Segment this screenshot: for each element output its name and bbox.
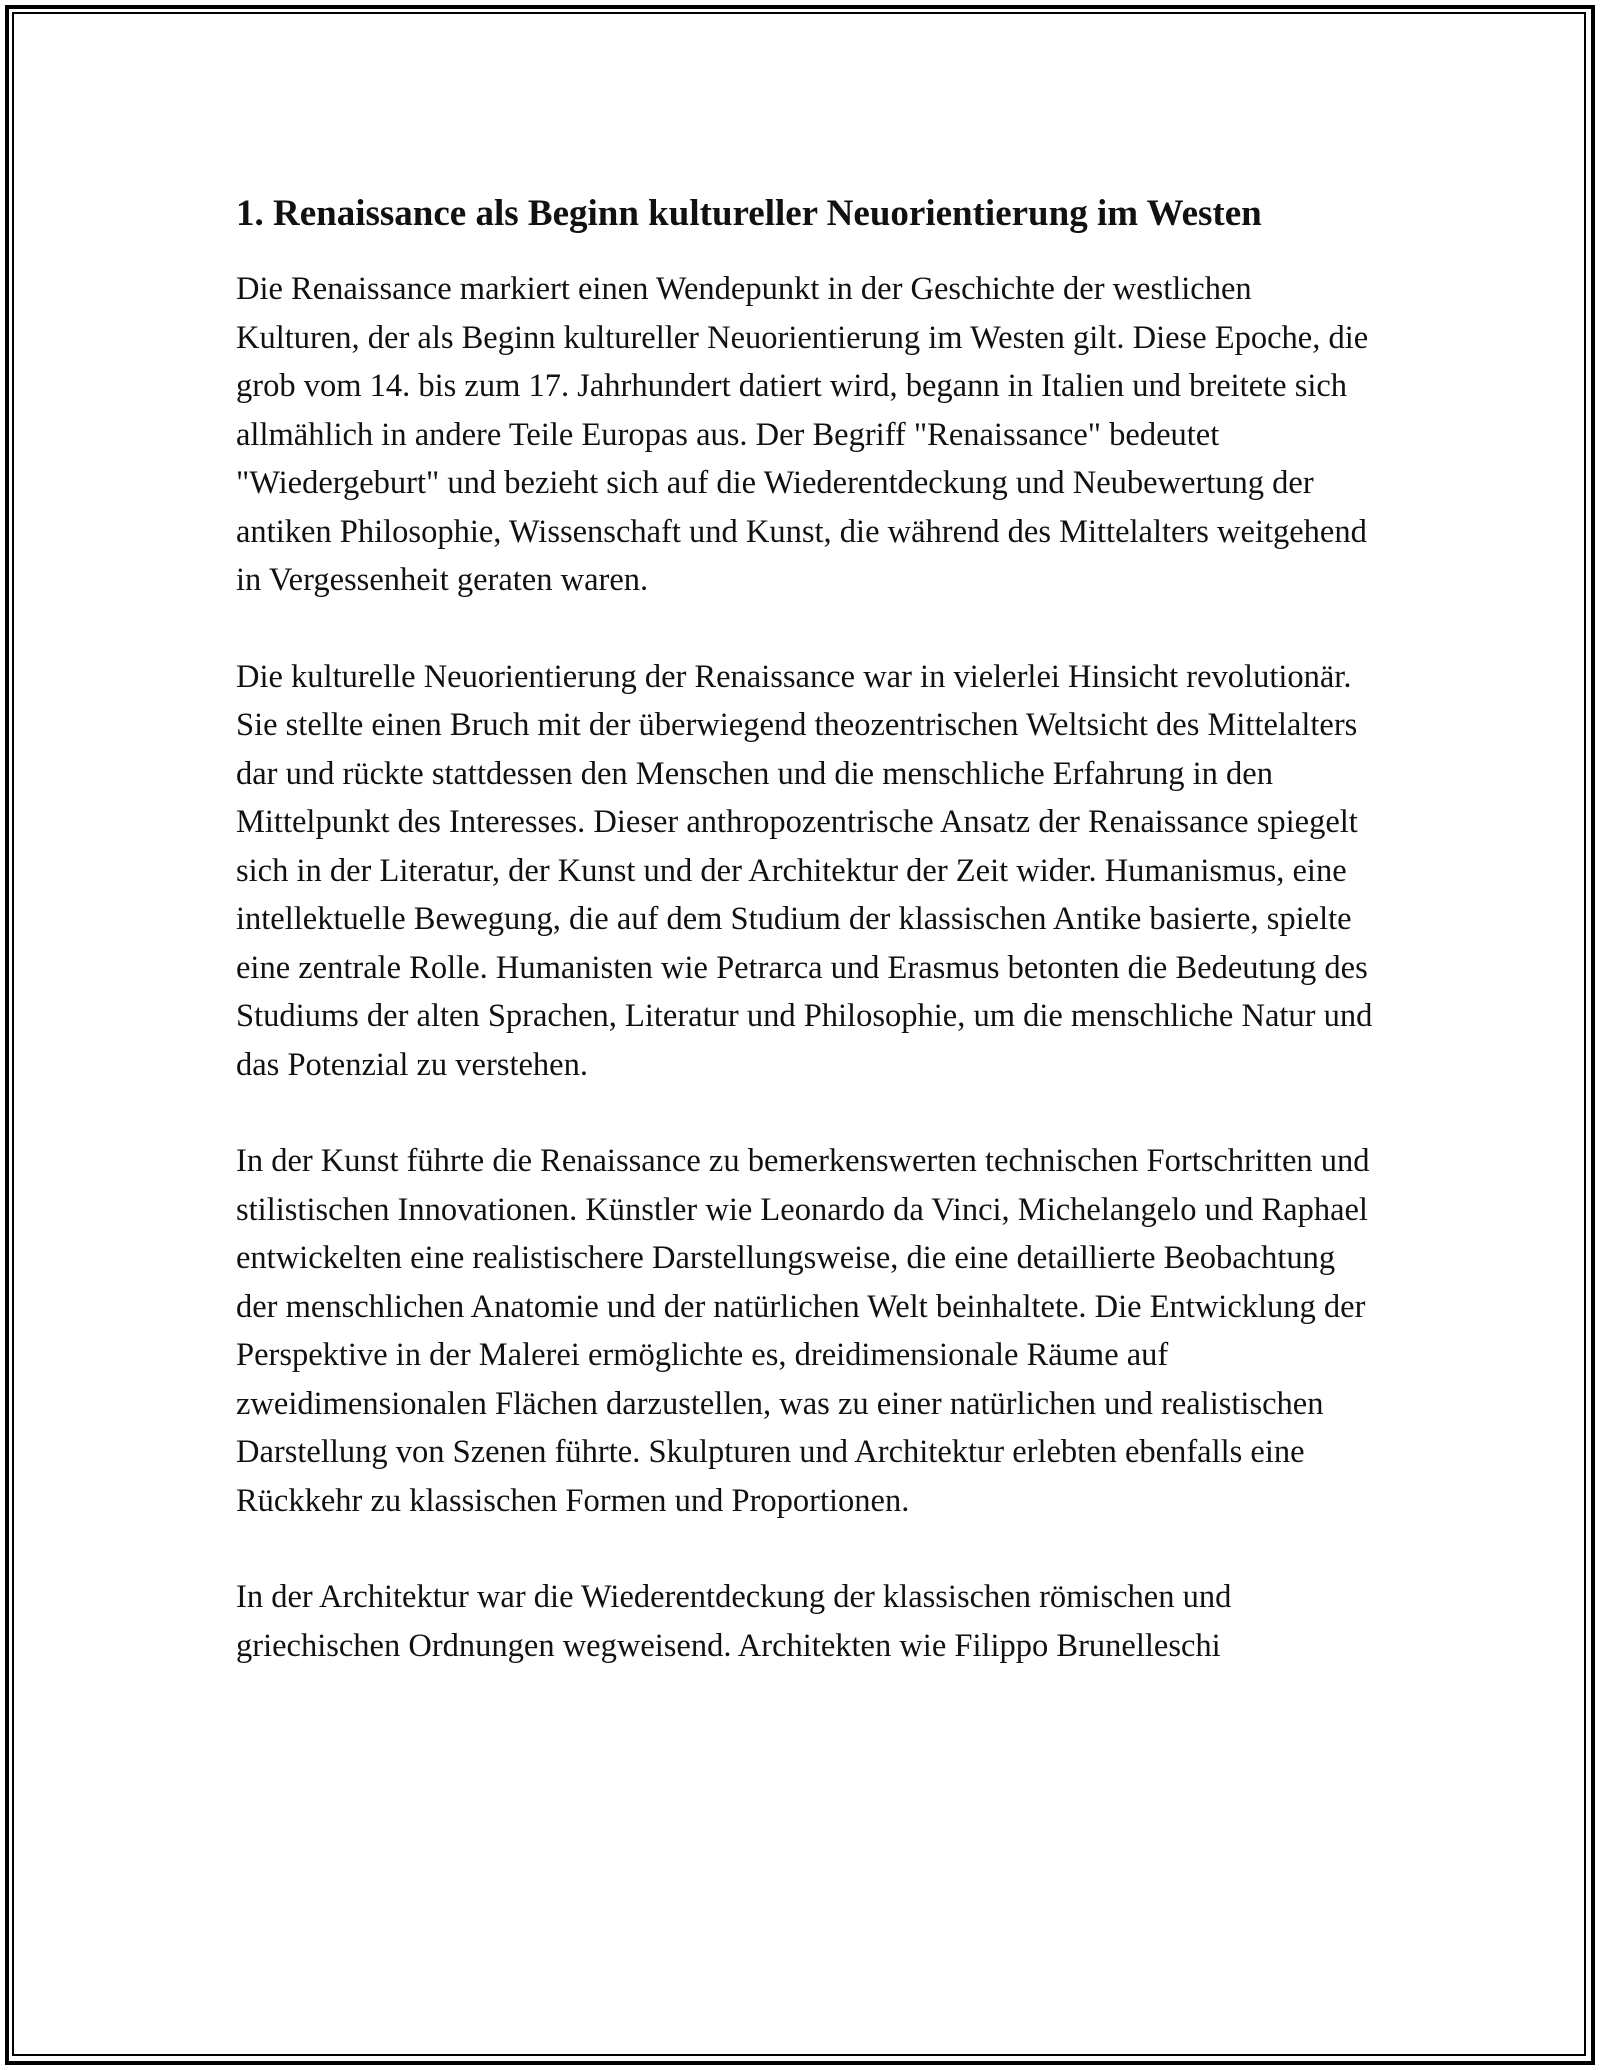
paragraph-4: In der Architektur war die Wiederentdeckung der klassischen römischen und griechischen Ordnungen wegweisend. Architekten wie Filippo Brunelleschi bbox=[236, 1579, 1232, 1664]
paragraph-3: In der Kunst führte die Renaissance zu bemerkenswerten technischen Fortschritten und stilistischen Innovationen. Künstler wie Leonardo da Vinci, Michelangelo und Raphael entwickelten eine realistischere Darstellungsweise, die eine detaillierte Beobachtung der menschlichen Anatomie und der natürlichen Welt beinhaltete. Die Entwicklung der Perspektive in der Malerei ermöglichte es, dreidimensionale Räume auf zweidimensionalen Flächen darzustellen, was zu einer natürlichen und realistischen Darstellung von Szenen führte. Skulpturen und Architektur erlebten ebenfalls eine Rückkehr zu klassischen Formen und Proportionen. bbox=[236, 1143, 1370, 1519]
document-body bbox=[236, 186, 1376, 1718]
paragraph-2: Die kulturelle Neuorientierung der Renaissance war in vielerlei Hinsicht revolutionär. Sie stellte einen Bruch mit der überwiegend theozentrischen Weltsicht des Mittelalters dar und rückte stattdessen den Menschen und die menschliche Erfahrung in den Mittelpunkt des Interesses. Dieser anthropozentrische Ansatz der Renaissance spiegelt sich in der Literatur, der Kunst und der Architektur der Zeit wider. Humanismus, eine intellektuelle Bewegung, die auf dem Studium der klassischen Antike basierte, spielte eine zentrale Rolle. Humanisten wie Petrarca und Erasmus betonten die Bedeutung des Studiums der alten Sprachen, Literatur und Philosophie, um die menschliche Natur und das Potenzial zu verstehen. bbox=[236, 658, 1373, 1083]
section-heading: 1. Renaissance als Beginn kultureller Neuorientierung im Westen bbox=[236, 193, 1262, 234]
paragraph-1: Die Renaissance markiert einen Wendepunkt in der Geschichte der westlichen Kulturen, der als Beginn kultureller Neuorientierung im Westen gilt. Diese Epoche, die grob vom 14. bis zum 17. Jahrhundert datiert wird, begann in Italien und breitete sich allmählich in andere Teile Europas aus. Der Begriff "Renaissance" bedeutet "Wiedergeburt" und bezieht sich auf die Wiederentdeckung und Neubewertung der antiken Philosophie, Wissenschaft und Kunst, die während des Mittelalters weitgehend in Vergessenheit geraten waren. bbox=[236, 271, 1369, 598]
